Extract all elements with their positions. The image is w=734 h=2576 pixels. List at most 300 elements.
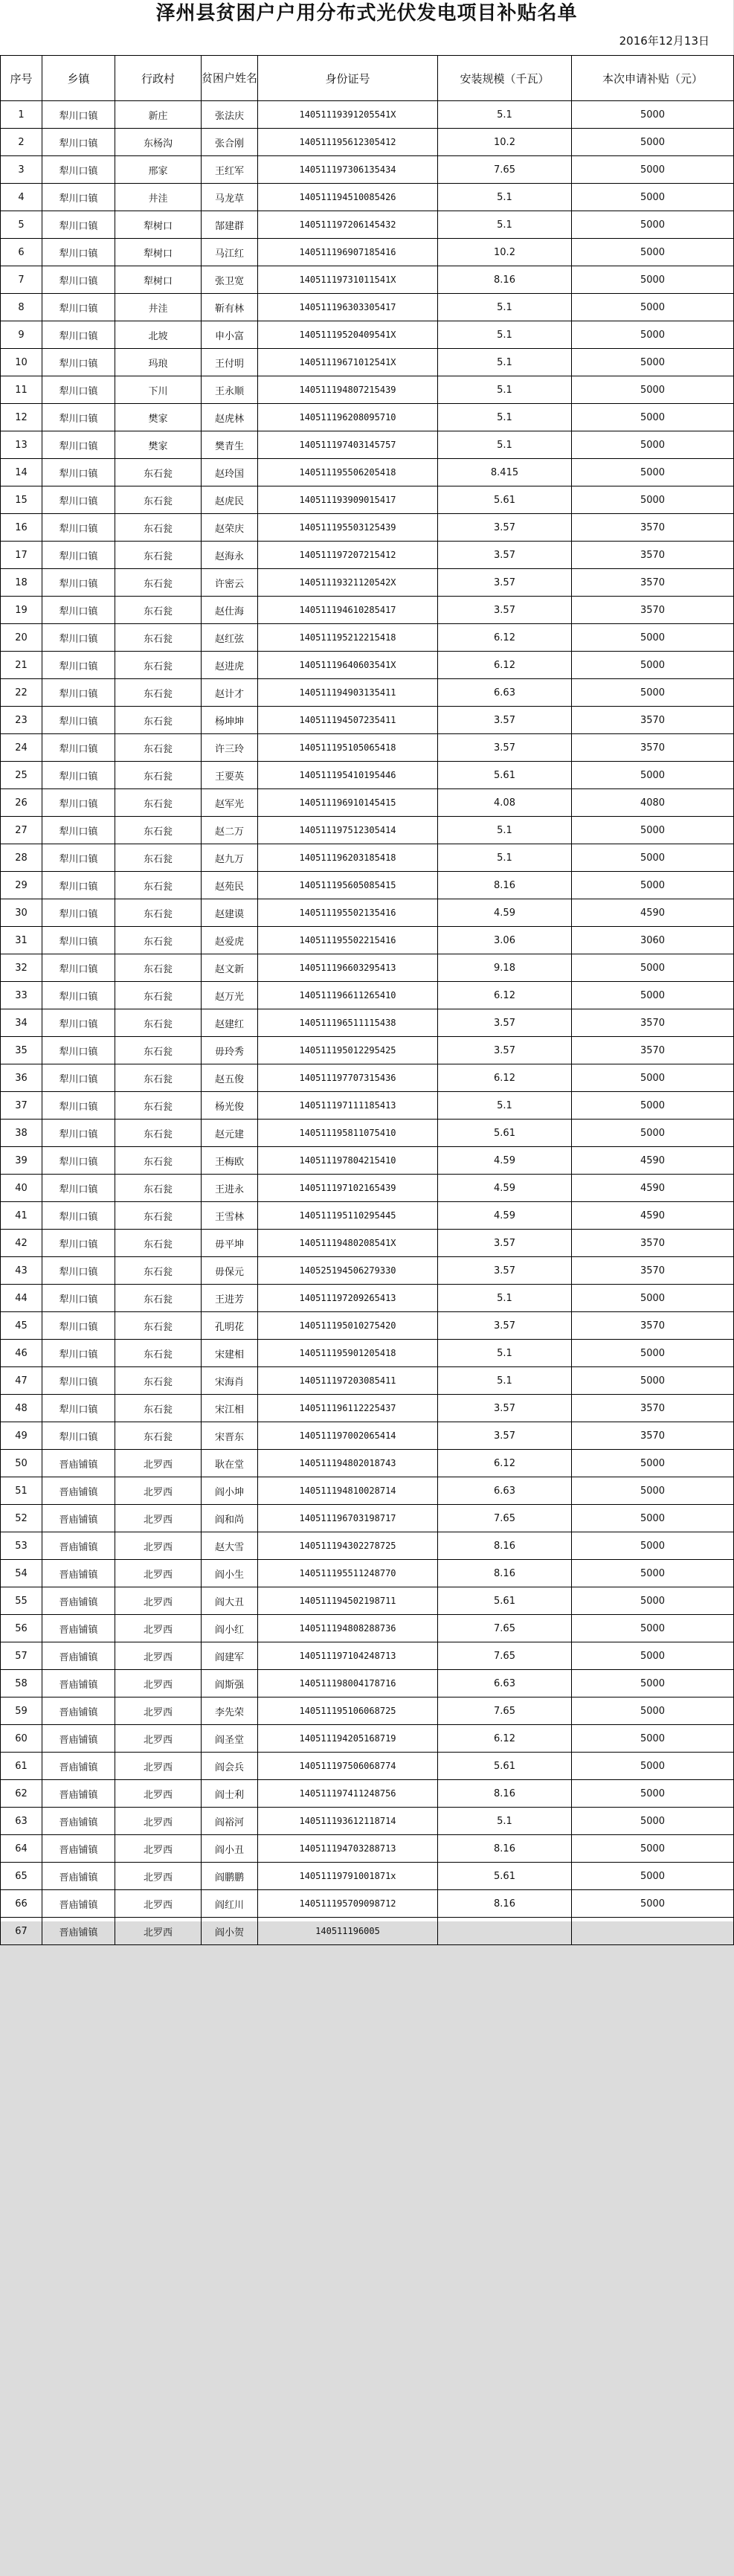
date-label: 2016年12月13日: [619, 34, 709, 48]
village-cell: 东石瓮: [115, 927, 202, 954]
subsidy-cell: [572, 1918, 734, 1945]
subsidy-cell: 5000: [572, 1890, 734, 1918]
table-row: [1, 762, 734, 789]
township-cell: 犁川口镇: [42, 927, 115, 954]
row-index: 66: [1, 1890, 42, 1918]
village-cell: 东石瓮: [115, 1147, 202, 1175]
township-cell: 犁川口镇: [42, 486, 115, 514]
subsidy-cell: 5000: [572, 459, 734, 486]
table-row: [1, 1808, 734, 1835]
id-number-cell: 140511195212215418: [258, 624, 438, 652]
id-number-cell: 140511195106068725: [258, 1697, 438, 1725]
township-cell: 晋庙铺镇: [42, 1697, 115, 1725]
table-row: [1, 817, 734, 844]
table-row: [1, 349, 734, 376]
table-row: [1, 954, 734, 982]
capacity-cell: 5.1: [438, 294, 572, 321]
id-number-cell: 140511197707315436: [258, 1064, 438, 1092]
id-number-cell: 140511195012295425: [258, 1037, 438, 1064]
row-index: 41: [1, 1202, 42, 1230]
village-cell: 井洼: [115, 184, 202, 211]
village-cell: 东石瓮: [115, 1037, 202, 1064]
capacity-cell: 4.59: [438, 1147, 572, 1175]
name-cell: 王进芳: [202, 1285, 258, 1312]
col-header-township: 乡镇: [42, 56, 115, 101]
subsidy-cell: 3570: [572, 514, 734, 542]
name-cell: 赵海永: [202, 542, 258, 569]
township-cell: 晋庙铺镇: [42, 1505, 115, 1532]
subsidy-cell: 5000: [572, 1285, 734, 1312]
township-cell: 犁川口镇: [42, 1120, 115, 1147]
id-number-cell: 140511194610285417: [258, 597, 438, 624]
township-cell: 犁川口镇: [42, 652, 115, 679]
capacity-cell: 8.16: [438, 1560, 572, 1587]
subsidy-cell: 5000: [572, 817, 734, 844]
village-cell: 北罗西: [115, 1835, 202, 1863]
township-cell: 犁川口镇: [42, 1202, 115, 1230]
township-cell: 犁川口镇: [42, 844, 115, 872]
table-row: [1, 404, 734, 431]
table-row: [1, 1642, 734, 1670]
id-number-cell: 140511195010275420: [258, 1312, 438, 1340]
table-row: [1, 1670, 734, 1697]
row-index: 34: [1, 1009, 42, 1037]
township-cell: 犁川口镇: [42, 624, 115, 652]
subsidy-cell: 5000: [572, 1780, 734, 1808]
name-cell: 王进永: [202, 1175, 258, 1202]
village-cell: 樊家: [115, 431, 202, 459]
village-cell: 东石瓮: [115, 734, 202, 762]
table-row: [1, 514, 734, 542]
capacity-cell: 5.1: [438, 844, 572, 872]
id-number-cell: 140511195511248770: [258, 1560, 438, 1587]
village-cell: 东石瓮: [115, 1285, 202, 1312]
name-cell: 赵军光: [202, 789, 258, 817]
village-cell: 北罗西: [115, 1587, 202, 1615]
row-index: 61: [1, 1753, 42, 1780]
row-index: 52: [1, 1505, 42, 1532]
table-row: [1, 294, 734, 321]
row-index: 46: [1, 1340, 42, 1367]
village-cell: 东石瓮: [115, 707, 202, 734]
subsidy-cell: 5000: [572, 652, 734, 679]
subsidy-cell: 5000: [572, 844, 734, 872]
village-cell: 东石瓮: [115, 542, 202, 569]
subsidy-table: [0, 55, 734, 1945]
subsidy-cell: 4590: [572, 1147, 734, 1175]
subsidy-cell: 5000: [572, 1367, 734, 1395]
table-row: [1, 1230, 734, 1257]
table-row: [1, 1202, 734, 1230]
row-index: 5: [1, 211, 42, 239]
subsidy-cell: 5000: [572, 184, 734, 211]
name-cell: 王梅欧: [202, 1147, 258, 1175]
subsidy-cell: 5000: [572, 982, 734, 1009]
village-cell: 北坡: [115, 321, 202, 349]
name-cell: 阎小贺: [202, 1918, 258, 1945]
row-index: 26: [1, 789, 42, 817]
table-row: [1, 211, 734, 239]
table-row: [1, 1753, 734, 1780]
capacity-cell: 3.57: [438, 542, 572, 569]
name-cell: 赵仕海: [202, 597, 258, 624]
subsidy-cell: 5000: [572, 1587, 734, 1615]
township-cell: 犁川口镇: [42, 954, 115, 982]
id-number-cell: 140511194205168719: [258, 1725, 438, 1753]
township-cell: 犁川口镇: [42, 294, 115, 321]
village-cell: 北罗西: [115, 1532, 202, 1560]
row-index: 6: [1, 239, 42, 266]
row-index: 2: [1, 129, 42, 156]
capacity-cell: 6.63: [438, 1477, 572, 1505]
id-number-cell: 14051119520409541X: [258, 321, 438, 349]
id-number-cell: 140511197206145432: [258, 211, 438, 239]
subsidy-cell: 5000: [572, 762, 734, 789]
township-cell: 犁川口镇: [42, 129, 115, 156]
capacity-cell: 5.1: [438, 1285, 572, 1312]
subsidy-cell: 5000: [572, 486, 734, 514]
id-number-cell: 14051119391205541X: [258, 101, 438, 129]
capacity-cell: 7.65: [438, 1697, 572, 1725]
village-cell: 东石瓮: [115, 1120, 202, 1147]
subsidy-cell: 5000: [572, 1642, 734, 1670]
township-cell: 犁川口镇: [42, 1422, 115, 1450]
subsidy-cell: 5000: [572, 1064, 734, 1092]
row-index: 60: [1, 1725, 42, 1753]
township-cell: 晋庙铺镇: [42, 1753, 115, 1780]
capacity-cell: 6.63: [438, 1670, 572, 1697]
capacity-cell: 8.16: [438, 1532, 572, 1560]
township-cell: 犁川口镇: [42, 1175, 115, 1202]
name-cell: 阎小红: [202, 1615, 258, 1642]
subsidy-cell: 4590: [572, 1202, 734, 1230]
township-cell: 犁川口镇: [42, 349, 115, 376]
township-cell: 犁川口镇: [42, 789, 115, 817]
capacity-cell: 5.1: [438, 1092, 572, 1120]
village-cell: 东石瓮: [115, 1202, 202, 1230]
row-index: 31: [1, 927, 42, 954]
row-index: 33: [1, 982, 42, 1009]
subsidy-cell: 5000: [572, 1092, 734, 1120]
capacity-cell: 4.59: [438, 899, 572, 927]
id-number-cell: 140511197207215412: [258, 542, 438, 569]
table-row: [1, 707, 734, 734]
row-index: 54: [1, 1560, 42, 1587]
village-cell: 东石瓮: [115, 514, 202, 542]
township-cell: 晋庙铺镇: [42, 1450, 115, 1477]
township-cell: 犁川口镇: [42, 1257, 115, 1285]
name-cell: 毋保元: [202, 1257, 258, 1285]
capacity-cell: 5.1: [438, 1340, 572, 1367]
id-number-cell: 140511196907185416: [258, 239, 438, 266]
village-cell: 北罗西: [115, 1863, 202, 1890]
subsidy-cell: 3570: [572, 1230, 734, 1257]
capacity-cell: 5.1: [438, 211, 572, 239]
village-cell: 下川: [115, 376, 202, 404]
name-cell: 申小富: [202, 321, 258, 349]
capacity-cell: 8.16: [438, 266, 572, 294]
capacity-cell: 5.1: [438, 817, 572, 844]
subsidy-cell: 5000: [572, 872, 734, 899]
id-number-cell: 140511194810028714: [258, 1477, 438, 1505]
name-cell: 阎红川: [202, 1890, 258, 1918]
table-row: [1, 1395, 734, 1422]
id-number-cell: 140511197002065414: [258, 1422, 438, 1450]
capacity-cell: 5.1: [438, 321, 572, 349]
name-cell: 马江红: [202, 239, 258, 266]
table-row: [1, 1257, 734, 1285]
township-cell: 晋庙铺镇: [42, 1808, 115, 1835]
subsidy-cell: 5000: [572, 1670, 734, 1697]
subsidy-cell: 5000: [572, 266, 734, 294]
village-cell: 东石瓮: [115, 1009, 202, 1037]
id-number-cell: 140511194510085426: [258, 184, 438, 211]
name-cell: 赵玲国: [202, 459, 258, 486]
name-cell: 赵建红: [202, 1009, 258, 1037]
table-row: [1, 597, 734, 624]
name-cell: 王付明: [202, 349, 258, 376]
subsidy-cell: 5000: [572, 156, 734, 184]
name-cell: 赵进虎: [202, 652, 258, 679]
table-row: [1, 652, 734, 679]
table-row: [1, 1697, 734, 1725]
township-cell: 晋庙铺镇: [42, 1835, 115, 1863]
table-row: [1, 789, 734, 817]
name-cell: 李先荣: [202, 1697, 258, 1725]
name-cell: 赵虎林: [202, 404, 258, 431]
row-index: 24: [1, 734, 42, 762]
subsidy-cell: 3570: [572, 1257, 734, 1285]
table-row: [1, 266, 734, 294]
capacity-cell: 8.415: [438, 459, 572, 486]
id-number-cell: 140511196910145415: [258, 789, 438, 817]
village-cell: 东石瓮: [115, 1230, 202, 1257]
table-row: [1, 1064, 734, 1092]
village-cell: 新庄: [115, 101, 202, 129]
village-cell: 东石瓮: [115, 762, 202, 789]
capacity-cell: 3.57: [438, 707, 572, 734]
id-number-cell: 140511195612305412: [258, 129, 438, 156]
village-cell: 东石瓮: [115, 1175, 202, 1202]
township-cell: 犁川口镇: [42, 321, 115, 349]
id-number-cell: 140511197102165439: [258, 1175, 438, 1202]
id-number-cell: 14051119640603541X: [258, 652, 438, 679]
subsidy-cell: 5000: [572, 1697, 734, 1725]
capacity-cell: 5.61: [438, 1120, 572, 1147]
subsidy-cell: 5000: [572, 1340, 734, 1367]
township-cell: 犁川口镇: [42, 101, 115, 129]
row-index: 39: [1, 1147, 42, 1175]
id-number-cell: 140511197306135434: [258, 156, 438, 184]
table-row: [1, 624, 734, 652]
table-row: [1, 1092, 734, 1120]
capacity-cell: 5.61: [438, 486, 572, 514]
row-index: 62: [1, 1780, 42, 1808]
capacity-cell: 4.59: [438, 1175, 572, 1202]
village-cell: 樊家: [115, 404, 202, 431]
row-index: 37: [1, 1092, 42, 1120]
col-header-index: 序号: [1, 56, 42, 101]
subsidy-cell: 5000: [572, 1120, 734, 1147]
id-number-cell: 140511198004178716: [258, 1670, 438, 1697]
row-index: 14: [1, 459, 42, 486]
name-cell: 赵二万: [202, 817, 258, 844]
name-cell: 许三玲: [202, 734, 258, 762]
capacity-cell: 3.57: [438, 569, 572, 597]
id-number-cell: 140525194506279330: [258, 1257, 438, 1285]
name-cell: 阎建军: [202, 1642, 258, 1670]
row-index: 16: [1, 514, 42, 542]
name-cell: 阎斯强: [202, 1670, 258, 1697]
capacity-cell: 8.16: [438, 1835, 572, 1863]
table-row: [1, 1147, 734, 1175]
table-row: [1, 569, 734, 597]
table-row: [1, 899, 734, 927]
subsidy-cell: 5000: [572, 239, 734, 266]
subsidy-cell: 5000: [572, 1477, 734, 1505]
capacity-cell: 9.18: [438, 954, 572, 982]
row-index: 48: [1, 1395, 42, 1422]
subsidy-cell: 3570: [572, 1009, 734, 1037]
township-cell: 犁川口镇: [42, 156, 115, 184]
subsidy-cell: 4590: [572, 899, 734, 927]
name-cell: 赵计才: [202, 679, 258, 707]
capacity-cell: 3.57: [438, 514, 572, 542]
table-row: [1, 431, 734, 459]
capacity-cell: 5.61: [438, 1753, 572, 1780]
township-cell: 犁川口镇: [42, 982, 115, 1009]
name-cell: 马龙草: [202, 184, 258, 211]
township-cell: 犁川口镇: [42, 817, 115, 844]
col-header-village: 行政村: [115, 56, 202, 101]
row-index: 20: [1, 624, 42, 652]
row-index: 18: [1, 569, 42, 597]
subsidy-cell: 5000: [572, 1808, 734, 1835]
capacity-cell: 3.06: [438, 927, 572, 954]
township-cell: 犁川口镇: [42, 707, 115, 734]
name-cell: 赵元建: [202, 1120, 258, 1147]
subsidy-cell: 3570: [572, 569, 734, 597]
capacity-cell: 3.57: [438, 1009, 572, 1037]
id-number-cell: 140511197506068774: [258, 1753, 438, 1780]
village-cell: 邢家: [115, 156, 202, 184]
table-row: [1, 872, 734, 899]
name-cell: 宋晋东: [202, 1422, 258, 1450]
village-cell: 东石瓮: [115, 982, 202, 1009]
id-number-cell: 140511195110295445: [258, 1202, 438, 1230]
name-cell: 阎会兵: [202, 1753, 258, 1780]
table-row: [1, 982, 734, 1009]
subsidy-cell: 5000: [572, 404, 734, 431]
table-row: [1, 1009, 734, 1037]
name-cell: 赵建谟: [202, 899, 258, 927]
township-cell: 晋庙铺镇: [42, 1560, 115, 1587]
village-cell: 东石瓮: [115, 1064, 202, 1092]
name-cell: 阎和尚: [202, 1505, 258, 1532]
capacity-cell: 3.57: [438, 1230, 572, 1257]
id-number-cell: 140511195506205418: [258, 459, 438, 486]
township-cell: 犁川口镇: [42, 1312, 115, 1340]
id-number-cell: 140511194802018743: [258, 1450, 438, 1477]
table-row: [1, 927, 734, 954]
subsidy-cell: 5000: [572, 1615, 734, 1642]
table-row: [1, 486, 734, 514]
capacity-cell: 5.1: [438, 404, 572, 431]
capacity-cell: 10.2: [438, 129, 572, 156]
subsidy-cell: 5000: [572, 349, 734, 376]
name-cell: 杨坤坤: [202, 707, 258, 734]
village-cell: 北罗西: [115, 1890, 202, 1918]
table-row: [1, 321, 734, 349]
name-cell: 张合刚: [202, 129, 258, 156]
table-body: [1, 101, 734, 1945]
village-cell: 东石瓮: [115, 1422, 202, 1450]
township-cell: 晋庙铺镇: [42, 1670, 115, 1697]
table-row: [1, 1505, 734, 1532]
village-cell: 北罗西: [115, 1808, 202, 1835]
row-index: 32: [1, 954, 42, 982]
capacity-cell: 3.57: [438, 1312, 572, 1340]
capacity-cell: 6.12: [438, 652, 572, 679]
capacity-cell: 5.61: [438, 1863, 572, 1890]
capacity-cell: 5.1: [438, 1367, 572, 1395]
table-row: [1, 844, 734, 872]
subsidy-cell: 3570: [572, 1037, 734, 1064]
capacity-cell: 3.57: [438, 1257, 572, 1285]
row-index: 44: [1, 1285, 42, 1312]
subsidy-cell: 5000: [572, 624, 734, 652]
id-number-cell: 14051119671012541X: [258, 349, 438, 376]
table-row: [1, 1532, 734, 1560]
date-row: [0, 27, 733, 55]
row-index: 25: [1, 762, 42, 789]
name-cell: 赵荣庆: [202, 514, 258, 542]
township-cell: 晋庙铺镇: [42, 1918, 115, 1945]
name-cell: 赵爱虎: [202, 927, 258, 954]
row-index: 57: [1, 1642, 42, 1670]
township-cell: 犁川口镇: [42, 1230, 115, 1257]
village-cell: 东石瓮: [115, 1340, 202, 1367]
id-number-cell: 140511196303305417: [258, 294, 438, 321]
table-row: [1, 1780, 734, 1808]
table-row: [1, 1615, 734, 1642]
row-index: 27: [1, 817, 42, 844]
subsidy-cell: 3060: [572, 927, 734, 954]
row-index: 19: [1, 597, 42, 624]
table-row: [1, 101, 734, 129]
name-cell: 张法庆: [202, 101, 258, 129]
row-index: 17: [1, 542, 42, 569]
township-cell: 晋庙铺镇: [42, 1780, 115, 1808]
subsidy-cell: 5000: [572, 1560, 734, 1587]
township-cell: 犁川口镇: [42, 1092, 115, 1120]
row-index: 67: [1, 1918, 42, 1945]
table-row: [1, 156, 734, 184]
id-number-cell: 140511195105065418: [258, 734, 438, 762]
township-cell: 犁川口镇: [42, 376, 115, 404]
capacity-cell: 6.12: [438, 624, 572, 652]
village-cell: 北罗西: [115, 1725, 202, 1753]
name-cell: 赵万光: [202, 982, 258, 1009]
township-cell: 晋庙铺镇: [42, 1642, 115, 1670]
capacity-cell: 3.57: [438, 1395, 572, 1422]
village-cell: 东石瓮: [115, 1092, 202, 1120]
id-number-cell: 140511197512305414: [258, 817, 438, 844]
village-cell: 东石瓮: [115, 1367, 202, 1395]
subsidy-cell: 5000: [572, 1450, 734, 1477]
name-cell: 宋海肖: [202, 1367, 258, 1395]
village-cell: 东石瓮: [115, 652, 202, 679]
